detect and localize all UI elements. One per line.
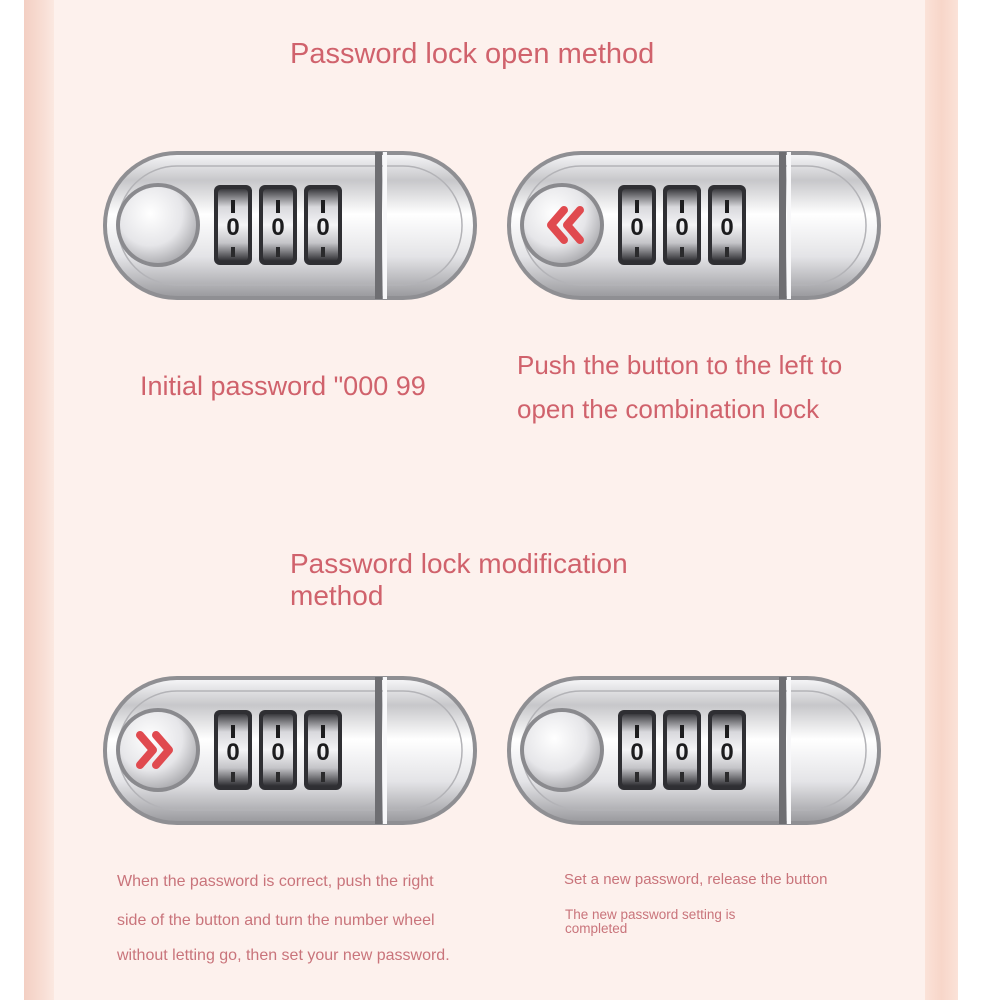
lock-divider xyxy=(779,677,786,824)
lock-button xyxy=(120,712,196,788)
instruction-line1: When the password is correct, push the right xyxy=(117,873,434,890)
lock-divider xyxy=(375,152,382,299)
wheel-digit: 0 xyxy=(316,214,330,241)
modify-method-title-line1: Password lock modification xyxy=(290,548,628,579)
lock-illustration xyxy=(100,148,480,303)
lock-svg xyxy=(100,673,480,828)
initial-password-caption: Initial password "000 99 xyxy=(140,371,426,401)
completed-note-line2: completed xyxy=(565,921,628,936)
lock-illustration xyxy=(504,148,884,303)
right-border xyxy=(925,0,958,1000)
wheel-digit: 0 xyxy=(720,739,734,766)
completed-note-line1: The new password setting is xyxy=(565,907,736,922)
left-border xyxy=(24,0,54,1000)
modify-method-title-line2: method xyxy=(290,580,384,611)
lock-svg xyxy=(100,148,480,303)
wheel-digit: 0 xyxy=(675,739,689,766)
instruction-line3: without letting go, then set your new password. xyxy=(117,947,450,964)
push-left-caption-line1: Push the button to the left to xyxy=(517,350,843,380)
push-left-caption-line2: open the combination lock xyxy=(517,394,820,424)
wheel-digit: 0 xyxy=(720,214,734,241)
release-button-note: Set a new password, release the button xyxy=(564,871,828,888)
instruction-line2: side of the button and turn the number wheel xyxy=(117,912,435,929)
wheel-digit: 0 xyxy=(271,739,285,766)
wheel-digit: 0 xyxy=(316,739,330,766)
wheel-digit: 0 xyxy=(675,214,689,241)
lock-divider xyxy=(375,677,382,824)
lock-button xyxy=(524,187,600,263)
wheel-digit: 0 xyxy=(630,214,644,241)
lock-illustration xyxy=(504,673,884,828)
lock-button xyxy=(524,712,600,788)
lock-illustration xyxy=(100,673,480,828)
wheel-digit: 0 xyxy=(271,214,285,241)
lock-svg xyxy=(504,673,884,828)
wheel-digit: 0 xyxy=(630,739,644,766)
wheel-digit: 0 xyxy=(226,739,240,766)
wheel-digit: 0 xyxy=(226,214,240,241)
open-method-title: Password lock open method xyxy=(290,38,655,70)
lock-svg xyxy=(504,148,884,303)
lock-button xyxy=(120,187,196,263)
lock-divider xyxy=(779,152,786,299)
